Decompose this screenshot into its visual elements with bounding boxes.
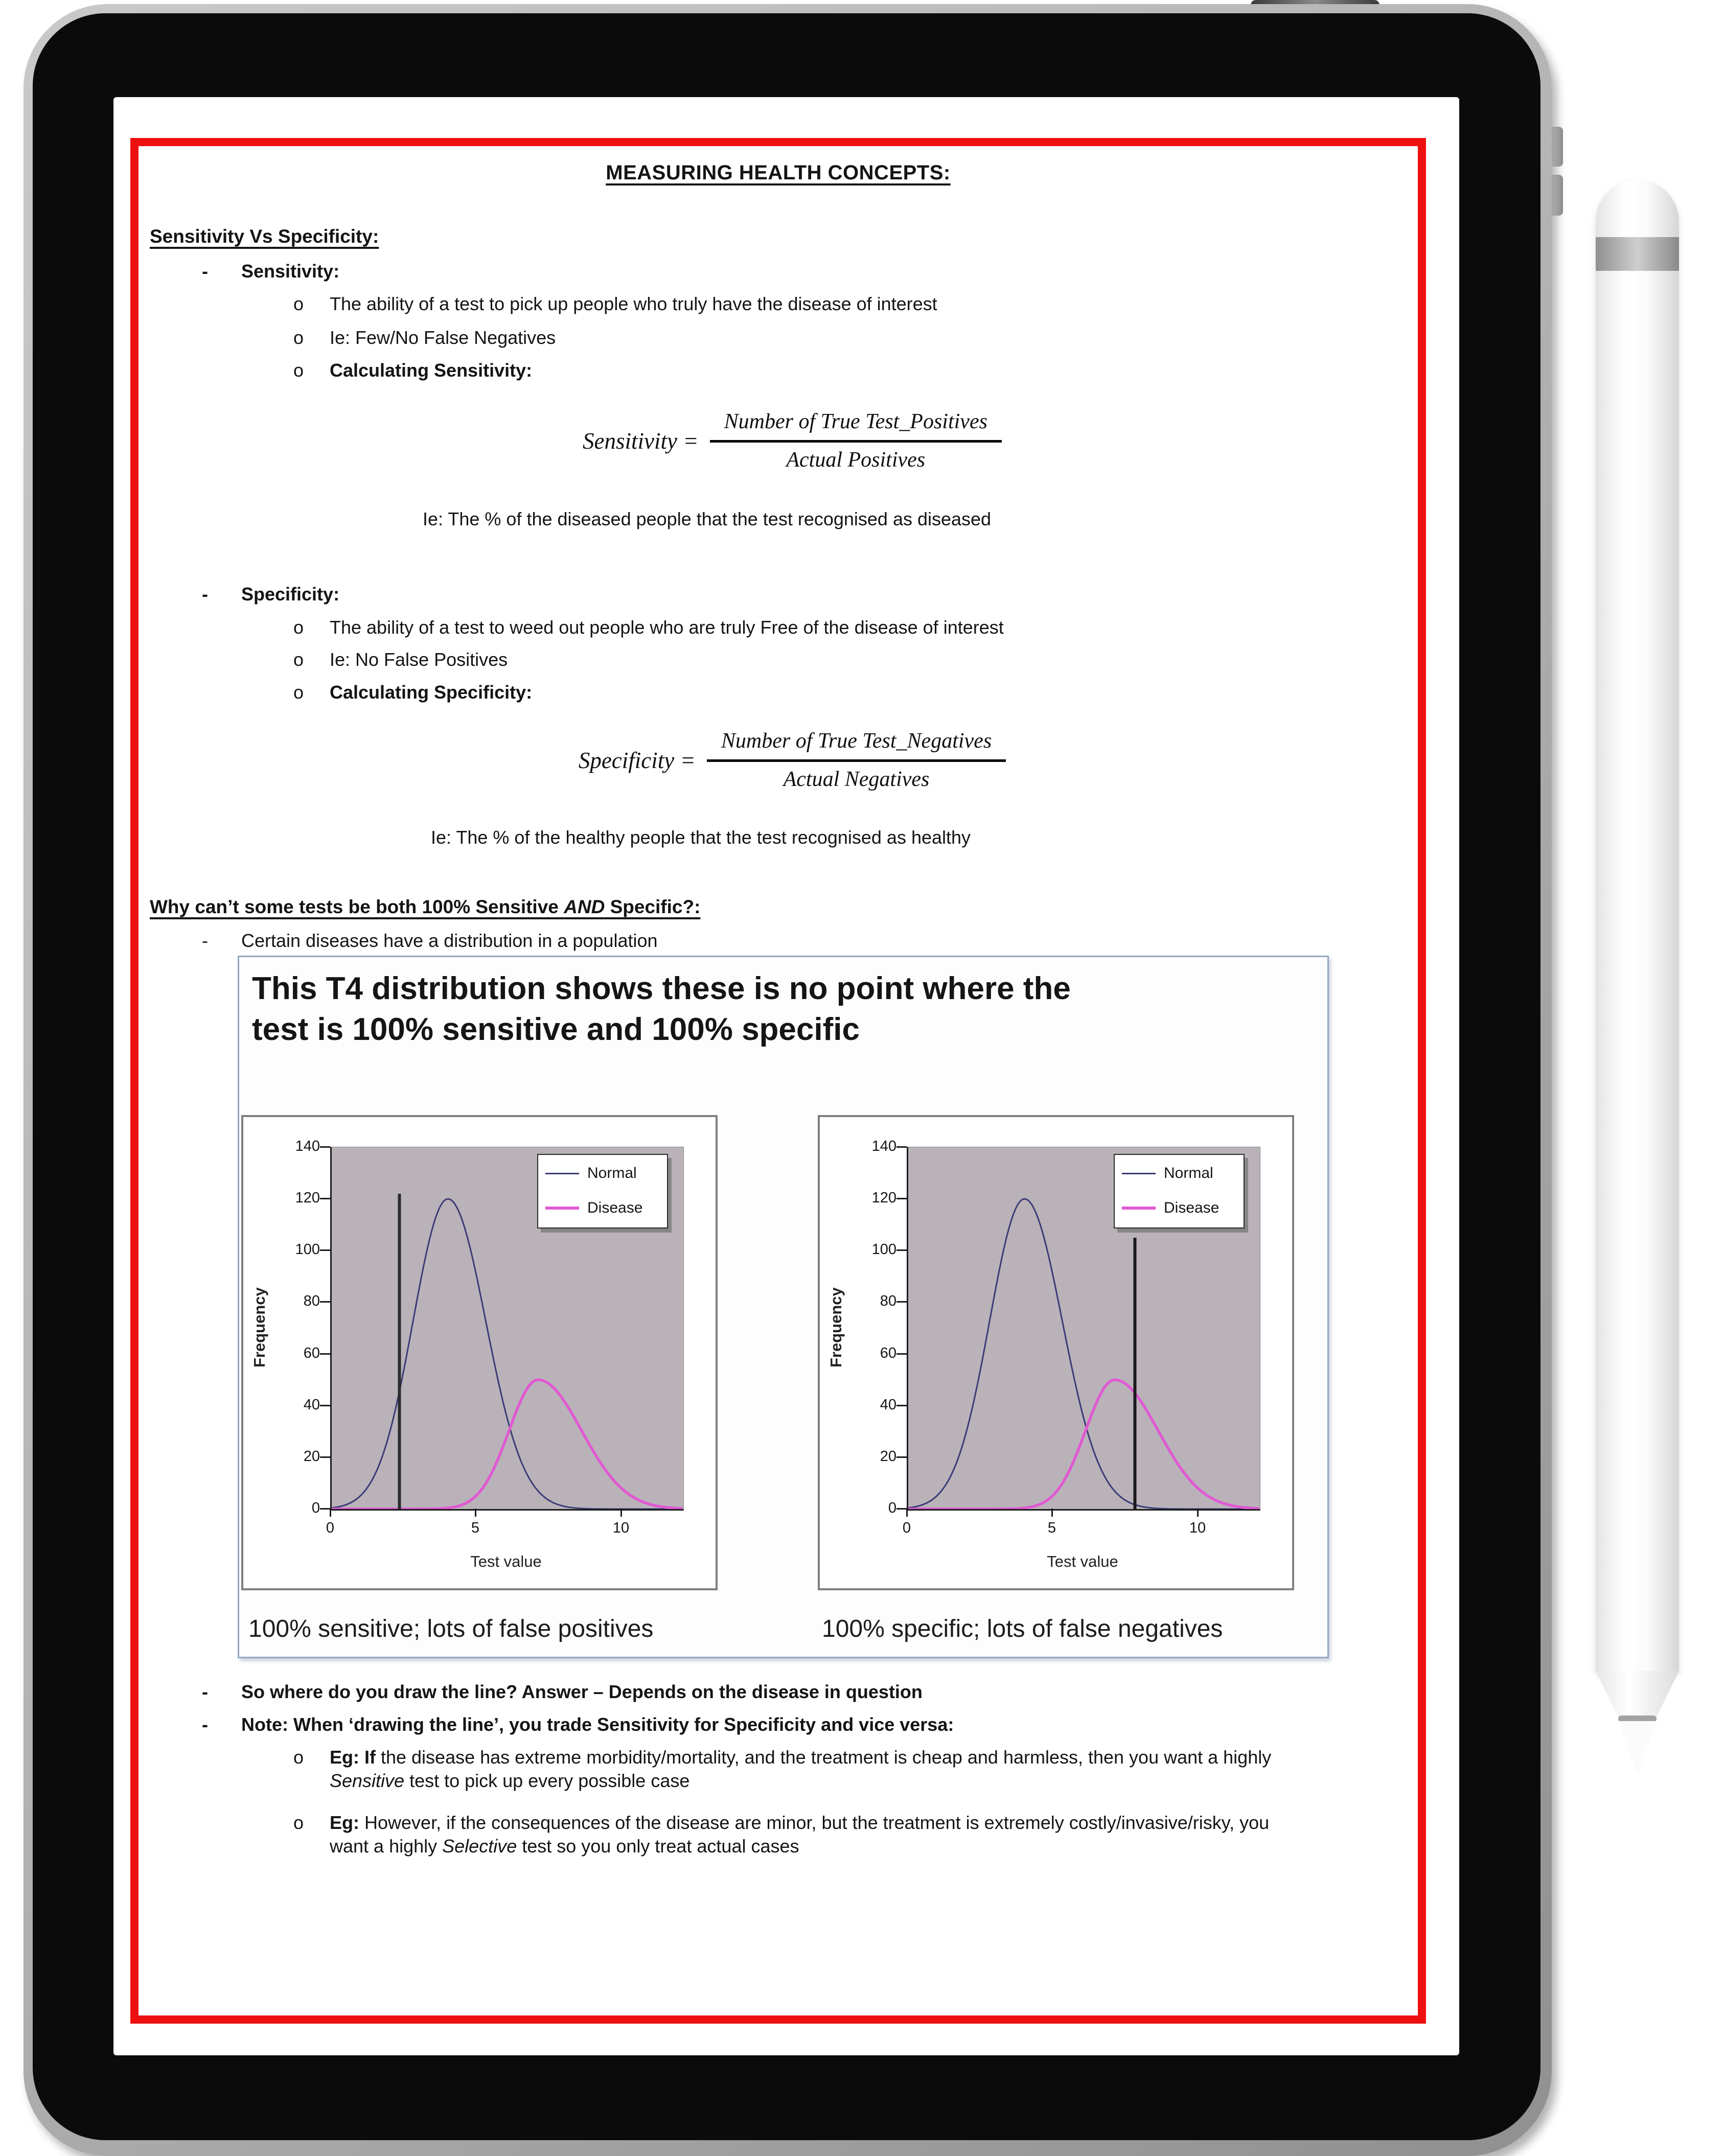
bullet-text: Ie: No False Positives — [330, 649, 508, 670]
formula-denominator: Actual Negatives — [783, 768, 930, 791]
bullet-text: Note: When ‘drawing the line’, you trade Sensitivity for Specificity and vice versa: — [241, 1714, 954, 1735]
y-tick-mark — [320, 1146, 330, 1148]
y-tick-label: 120 — [295, 1190, 320, 1206]
bullet-text: Calculating Specificity: — [330, 682, 533, 703]
sensitivity-note: Ie: The % of the diseased people that the test recognised as diseased — [423, 508, 992, 529]
normal-line-swatch — [1122, 1173, 1156, 1174]
formula-fraction — [710, 409, 1002, 472]
legend — [1114, 1154, 1245, 1228]
stylus-tip — [1618, 1721, 1657, 1774]
formula-fraction — [707, 729, 1006, 792]
disease-line-swatch — [1122, 1207, 1156, 1210]
y-tick-mark — [320, 1353, 330, 1355]
dash-marker: - — [202, 1714, 208, 1735]
t4-distribution-figure — [238, 956, 1329, 1658]
x-tick-label: 0 — [902, 1520, 911, 1536]
chart-specific-cutoff — [818, 1115, 1294, 1590]
y-tick-mark — [896, 1301, 907, 1303]
stylus-taper — [1596, 1671, 1679, 1717]
y-tick-label: 120 — [871, 1190, 896, 1206]
y-tick-label: 100 — [871, 1241, 896, 1258]
bullet-text: So where do you draw the line? Answer – Depends on the disease in question — [241, 1681, 923, 1702]
circle-marker: o — [293, 617, 304, 638]
y-tick-label: 20 — [303, 1448, 320, 1465]
formula-lhs: Sensitivity = — [583, 428, 699, 454]
specificity-label: Specificity: — [241, 584, 340, 605]
circle-marker: o — [293, 1812, 304, 1833]
circle-marker: o — [293, 682, 304, 703]
y-axis-label: Frequency — [250, 1287, 268, 1368]
x-tick-label: 5 — [1047, 1520, 1056, 1536]
y-tick-label: 140 — [295, 1138, 320, 1154]
y-tick-mark — [896, 1456, 907, 1458]
y-tick-mark — [320, 1405, 330, 1406]
circle-marker: o — [293, 327, 304, 348]
y-tick-mark — [896, 1249, 907, 1251]
left-chart-caption: 100% sensitive; lots of false positives — [248, 1615, 654, 1642]
x-tick-label: 10 — [612, 1520, 630, 1536]
y-tick-mark — [896, 1353, 907, 1355]
page-title: MEASURING HEALTH CONCEPTS: — [606, 161, 951, 184]
dash-marker: - — [202, 1681, 208, 1702]
x-tick-mark — [1051, 1509, 1053, 1517]
circle-marker: o — [293, 649, 304, 670]
y-tick-mark — [896, 1508, 907, 1510]
specificity-note: Ie: The % of the healthy people that the test recognised as healthy — [431, 827, 971, 848]
sensitivity-label: Sensitivity: — [241, 261, 340, 282]
bullet-text: Ie: Few/No False Negatives — [330, 327, 556, 348]
legend-row — [1115, 1190, 1244, 1224]
circle-marker: o — [293, 1747, 304, 1768]
x-tick-label: 5 — [471, 1520, 480, 1536]
stylus-band — [1596, 237, 1679, 271]
legend-label: Disease — [587, 1199, 643, 1216]
normal-line-swatch — [545, 1173, 579, 1174]
chart-sensitive-cutoff — [241, 1115, 718, 1590]
formula-numerator: Number of True Test_Positives — [710, 409, 1002, 443]
x-tick-mark — [475, 1509, 476, 1517]
y-tick-label: 40 — [880, 1397, 896, 1413]
y-tick-label: 40 — [303, 1397, 320, 1413]
formula-numerator: Number of True Test_Negatives — [707, 729, 1006, 762]
x-tick-mark — [1197, 1509, 1199, 1517]
y-tick-mark — [320, 1249, 330, 1251]
legend-label: Normal — [587, 1165, 637, 1181]
bullet-text: The ability of a test to pick up people who truly have the disease of interest — [330, 293, 937, 314]
figure-title: This T4 distribution shows these is no point where the test is 100% sensitive and 100% specific — [252, 971, 1071, 1047]
x-tick-label: 10 — [1189, 1520, 1206, 1536]
y-tick-label: 60 — [880, 1345, 896, 1361]
dash-marker: - — [202, 261, 208, 282]
section-heading-why-cant: Why can’t some tests be both 100% Sensitive AND Specific?: — [150, 896, 701, 917]
y-tick-mark — [320, 1198, 330, 1199]
y-tick-label: 20 — [880, 1448, 896, 1465]
x-tick-label: 0 — [326, 1520, 335, 1536]
bullet-text: Eg: However, if the consequences of the disease are minor, but the treatment is extremely costly/invasive/risky, you want a highly Selective test so you only treat actual cases — [330, 1812, 1270, 1857]
legend — [537, 1154, 668, 1228]
stylus-pencil — [1596, 180, 1679, 1672]
y-tick-mark — [896, 1198, 907, 1199]
dash-marker: - — [202, 584, 208, 605]
y-tick-mark — [896, 1146, 907, 1148]
formula-lhs: Specificity = — [578, 747, 696, 773]
bullet-text: Eg: If the disease has extreme morbidity/mortality, and the treatment is cheap and harmless, then you want a highly Sensitive test to pick up every possible case — [330, 1747, 1272, 1791]
legend-row — [1115, 1155, 1244, 1190]
legend-label: Disease — [1164, 1199, 1220, 1216]
specificity-formula — [139, 729, 1418, 792]
circle-marker: o — [293, 293, 304, 314]
y-tick-label: 80 — [303, 1293, 320, 1309]
y-tick-mark — [320, 1456, 330, 1458]
sensitivity-formula — [139, 409, 1418, 472]
y-tick-mark — [320, 1508, 330, 1510]
bullet-text: Certain diseases have a distribution in a population — [241, 930, 658, 951]
y-tick-label: 80 — [880, 1293, 896, 1309]
legend-row — [538, 1155, 667, 1190]
section-heading-sensitivity-vs-specificity: Sensitivity Vs Specificity: — [150, 226, 379, 247]
x-tick-mark — [906, 1509, 908, 1517]
document-page — [139, 146, 1418, 2015]
x-axis-label: Test value — [470, 1552, 542, 1570]
y-tick-mark — [896, 1405, 907, 1406]
y-axis-label: Frequency — [827, 1287, 845, 1368]
formula-denominator: Actual Positives — [786, 448, 926, 472]
y-tick-label: 0 — [888, 1500, 896, 1516]
y-tick-label: 60 — [303, 1345, 320, 1361]
legend-row — [538, 1190, 667, 1224]
x-tick-mark — [330, 1509, 331, 1517]
x-tick-mark — [620, 1509, 622, 1517]
disease-line-swatch — [545, 1207, 579, 1210]
y-tick-mark — [320, 1301, 330, 1303]
page-red-border — [130, 138, 1426, 2024]
y-tick-label: 0 — [311, 1500, 320, 1516]
y-tick-label: 140 — [871, 1138, 896, 1154]
legend-label: Normal — [1164, 1165, 1213, 1181]
bullet-text: Calculating Sensitivity: — [330, 360, 533, 381]
x-axis-label: Test value — [1047, 1552, 1118, 1570]
dash-marker: - — [202, 930, 208, 951]
y-tick-label: 100 — [295, 1241, 320, 1258]
right-chart-caption: 100% specific; lots of false negatives — [822, 1615, 1223, 1642]
circle-marker: o — [293, 360, 304, 381]
bullet-text: The ability of a test to weed out people who are truly Free of the disease of interest — [330, 617, 1004, 638]
